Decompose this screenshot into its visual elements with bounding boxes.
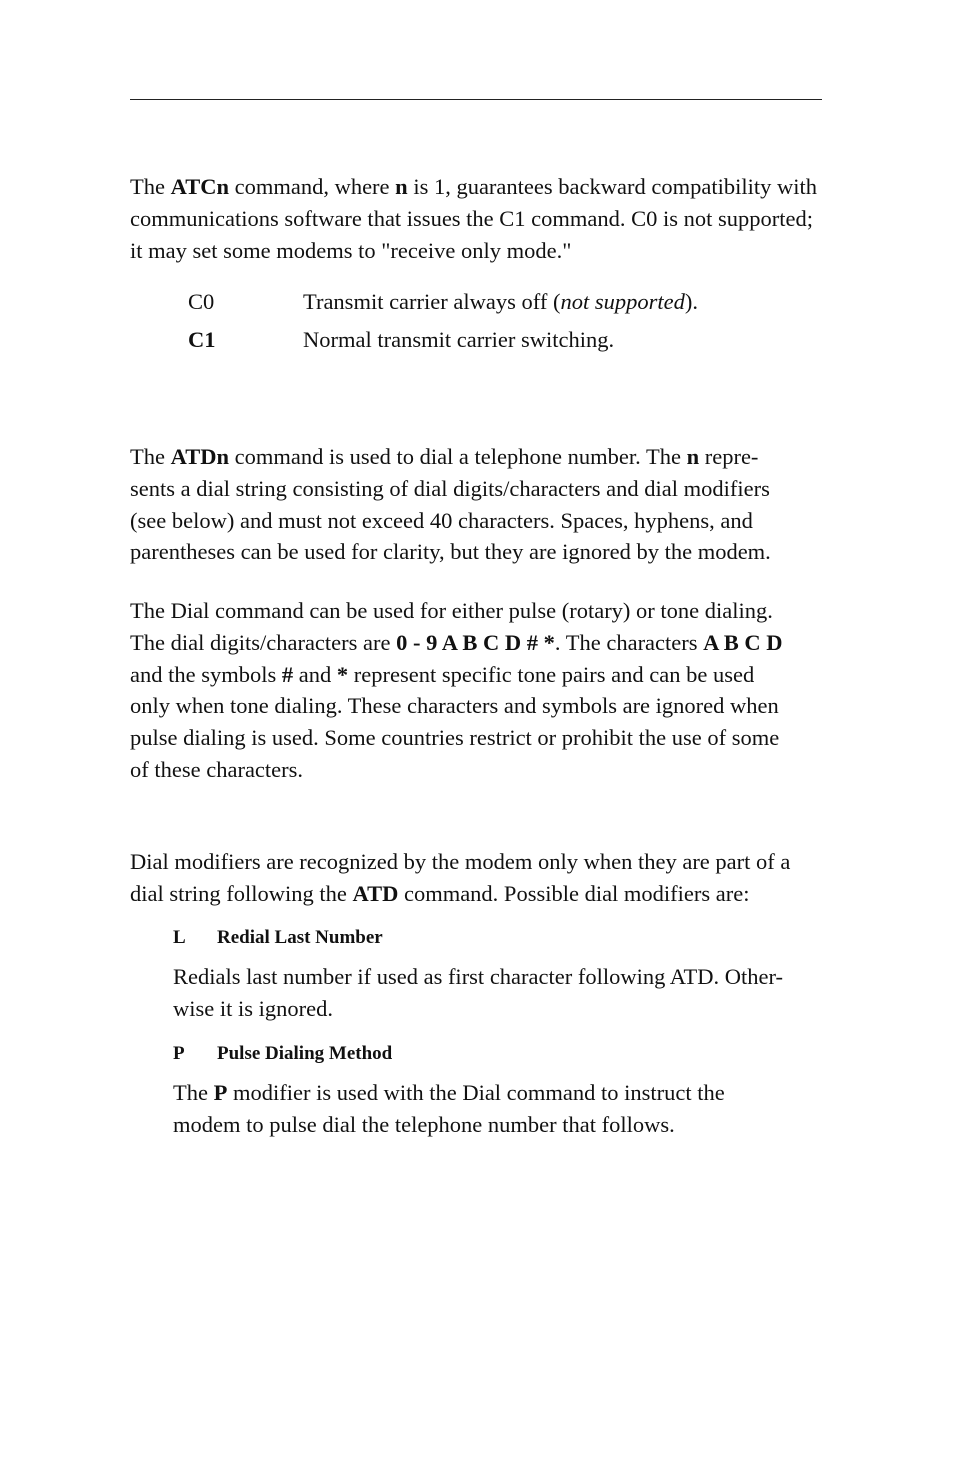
modifier-l-letter: L <box>173 927 186 948</box>
modifier-p-title: Pulse Dialing Method <box>217 1043 393 1064</box>
option-c1-code: C1 <box>188 327 216 352</box>
dial-digits: 0 - 9 A B C D # * <box>396 629 555 655</box>
atcn-command: ATCn <box>170 174 229 199</box>
option-c1-description: Normal transmit carrier switching. <box>303 327 615 352</box>
header-rule <box>130 99 822 100</box>
modifier-p-description: The P modifier is used with the Dial command to instruct the modem to pulse dial the telephone number that follows. <box>173 1080 725 1137</box>
modifier-l-title: Redial Last Number <box>217 927 383 948</box>
atcn-paragraph: The ATCn command, where n is 1, guarantees backward compatibility with communications software that issues the C1 command. C0 is not supported; it may set some modems to "receive only mode." <box>130 174 817 263</box>
option-c0-description: Transmit carrier always off (not supported). <box>303 289 698 314</box>
option-c0-code: C0 <box>188 289 215 314</box>
dial-command-paragraph: The Dial command can be used for either pulse (rotary) or tone dialing. The dial digits/characters are 0 - 9 A B C D # *. The characters A B C D and the symbols # and * represent specific tone pairs and can be used only when tone dialing. These characters and symbols are ignored when pulse dialing is used. Some countries restrict or prohibit the use of some of these characters. <box>130 598 783 782</box>
atdn-paragraph: The ATDn command is used to dial a telephone number. The n repre- sents a dial string consisting of dial digits/characters and dial modifiers (see below) and must not exceed 40 characters. Spaces, hyphens, and parentheses can be used for clarity, but they are ignored by the modem. <box>130 444 771 565</box>
dial-modifiers-paragraph: Dial modifiers are recognized by the modem only when they are part of a dial string following the ATD command. Possible dial modifiers are: <box>130 849 791 906</box>
atd-command: ATD <box>352 880 399 906</box>
modifier-p-letter: P <box>173 1043 185 1064</box>
modifier-l-description: Redials last number if used as first character following ATD. Other- wise it is ignored. <box>173 964 784 1021</box>
atdn-command: ATDn <box>170 444 229 469</box>
